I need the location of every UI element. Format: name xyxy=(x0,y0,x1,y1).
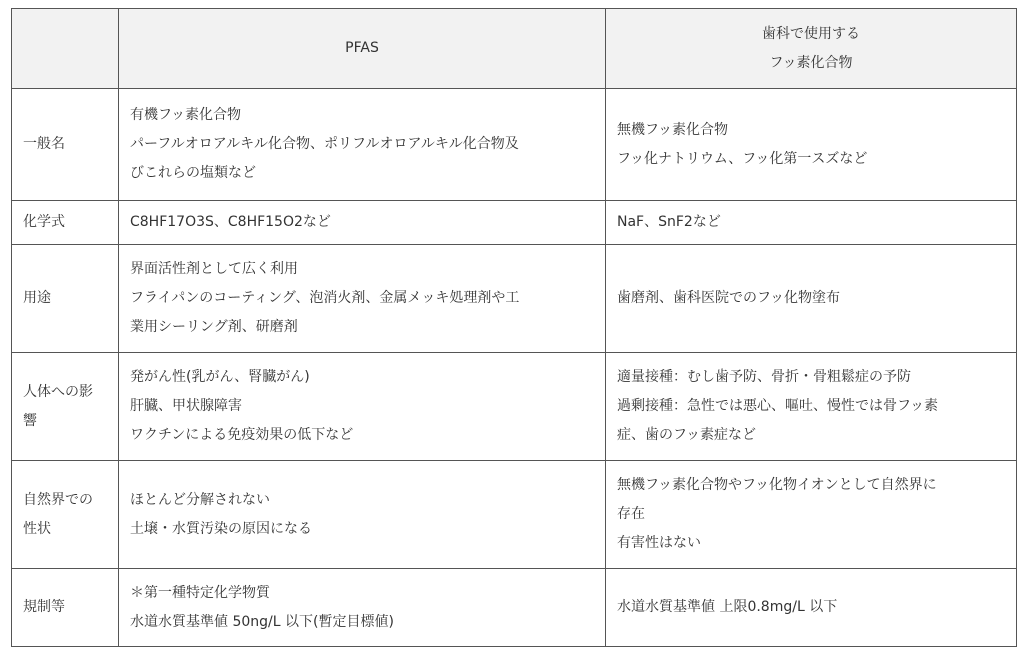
dental-cell xyxy=(606,201,1017,245)
dental-cell xyxy=(606,245,1017,353)
header-dental-line: フッ素化合物 xyxy=(769,54,853,71)
pfas-cell-line: フライパンのコーティング、泡消火剤、金属メッキ処理剤や工 xyxy=(130,290,520,306)
dental-cell-line: 過剰接種：急性では悪心、嘔吐、慢性では骨フッ素 xyxy=(617,398,939,414)
row-label xyxy=(12,201,119,245)
table-row-natural-properties xyxy=(12,461,1017,569)
dental-cell-line: 無機フッ素化合物やフッ化物イオンとして自然界に xyxy=(617,477,937,493)
table-row-usage xyxy=(12,245,1017,353)
dental-cell xyxy=(606,89,1017,201)
dental-cell-line: 歯磨剤、歯科医院でのフッ化物塗布 xyxy=(617,290,841,306)
header-dental-fluoride xyxy=(606,9,1017,89)
row-label-text: 人体への影 xyxy=(23,383,93,400)
dental-cell xyxy=(606,569,1017,647)
pfas-cell-line: パーフルオロアルキル化合物、ポリフルオロアルキル化合物及 xyxy=(130,136,519,152)
pfas-cell xyxy=(119,569,606,647)
dental-cell-line: 水道水質基準値 上限0.8mg/L 以下 xyxy=(617,599,838,615)
row-label-text: 響 xyxy=(23,412,37,429)
pfas-cell-line: 有機フッ素化合物 xyxy=(130,107,242,123)
pfas-cell-line: 土壌・水質汚染の原因になる xyxy=(130,520,312,537)
header-dental-line: 歯科で使用する xyxy=(762,25,860,42)
dental-cell-line: フッ化ナトリウム、フッ化第一スズなど xyxy=(617,150,868,167)
header-pfas-label: PFAS xyxy=(345,40,379,56)
table-row-general-name xyxy=(12,89,1017,201)
row-label-text: 化学式 xyxy=(23,214,65,230)
row-label xyxy=(12,353,119,461)
dental-cell-line: 有害性はない xyxy=(617,535,701,551)
dental-cell xyxy=(606,461,1017,569)
dental-cell-line: 症、歯のフッ素症など xyxy=(617,427,757,443)
pfas-cell xyxy=(119,89,606,201)
pfas-vs-dental-fluoride-table xyxy=(11,8,1017,647)
pfas-cell xyxy=(119,201,606,245)
header-pfas xyxy=(119,9,606,89)
row-label-text: 一般名 xyxy=(23,136,65,152)
pfas-cell-line: C8HF17O3S、C8HF15O2など xyxy=(130,214,331,230)
table-header-row xyxy=(12,9,1017,89)
row-label xyxy=(12,89,119,201)
pfas-cell-line: 肝臓、甲状腺障害 xyxy=(130,398,242,414)
pfas-cell-line: ワクチンによる免疫効果の低下など xyxy=(130,427,354,443)
dental-cell xyxy=(606,353,1017,461)
dental-cell-line: 存在 xyxy=(617,506,645,522)
pfas-cell-line: 業用シーリング剤、研磨剤 xyxy=(130,319,298,335)
row-label xyxy=(12,569,119,647)
pfas-cell-line: ほとんど分解されない xyxy=(130,491,270,508)
row-label-text: 規制等 xyxy=(23,599,65,615)
pfas-cell-line: 水道水質基準値 50ng/L 以下(暫定目標値) xyxy=(130,613,394,630)
row-label xyxy=(12,245,119,353)
pfas-cell-line: ＊第一種特定化学物質 xyxy=(130,584,270,601)
row-label xyxy=(12,461,119,569)
table-row-health-effects xyxy=(12,353,1017,461)
pfas-cell xyxy=(119,353,606,461)
row-label-text: 自然界での xyxy=(23,491,93,508)
pfas-cell xyxy=(119,461,606,569)
dental-cell-line: 無機フッ素化合物 xyxy=(617,121,729,138)
pfas-cell-line: びこれらの塩類など xyxy=(130,165,256,181)
comparison-table-container xyxy=(11,8,1016,647)
dental-cell-line: 適量接種：むし歯予防、骨折・骨粗鬆症の予防 xyxy=(617,369,911,385)
pfas-cell-line: 界面活性剤として広く利用 xyxy=(130,261,298,277)
row-label-text: 用途 xyxy=(23,290,51,306)
pfas-cell-line: 発がん性(乳がん、腎臓がん) xyxy=(130,369,310,385)
row-label-text: 性状 xyxy=(23,520,51,537)
header-empty-cell xyxy=(12,9,119,89)
table-row-regulations xyxy=(12,569,1017,647)
dental-cell-line: NaF、SnF2など xyxy=(617,214,721,230)
pfas-cell xyxy=(119,245,606,353)
table-row-chemical-formula xyxy=(12,201,1017,245)
